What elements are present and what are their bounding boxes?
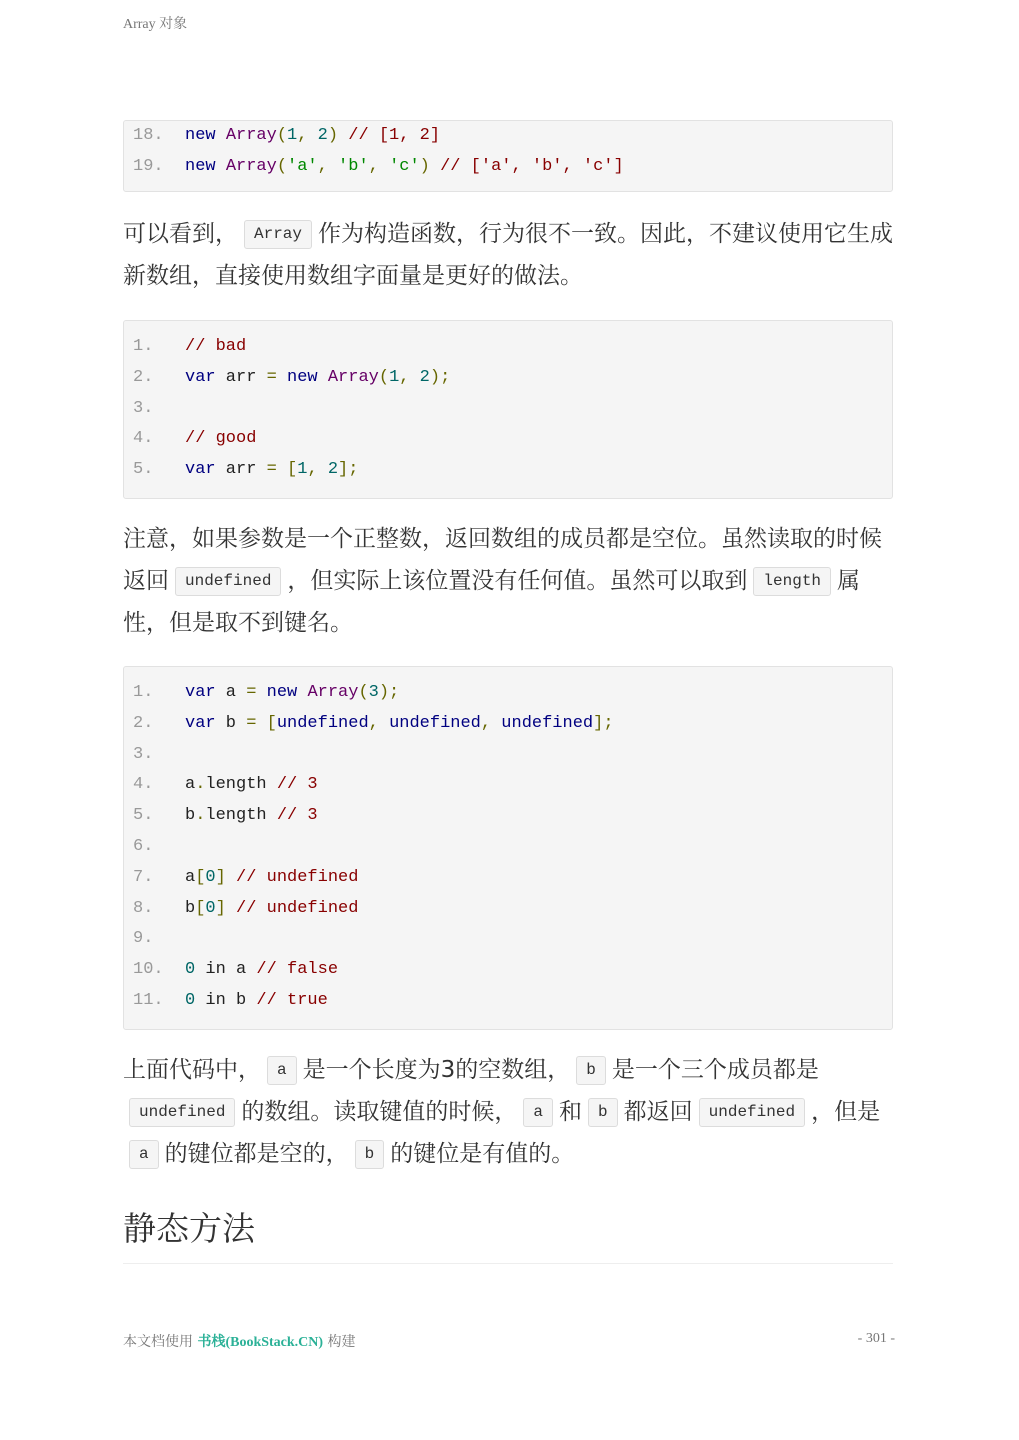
line-number: 10. [133, 960, 164, 980]
code-token: [ [266, 713, 277, 733]
line-number: 5. [133, 460, 154, 480]
text-segment: 属性，但是取不到键名。 [123, 568, 861, 636]
code-line [124, 424, 892, 455]
code-token: new [185, 156, 216, 176]
inline-code-b: b [576, 1056, 606, 1085]
page-number: - 301 - [857, 1331, 895, 1346]
code-token: ) [419, 156, 430, 176]
text-segment: 可以看到， [123, 221, 238, 247]
code-line [124, 121, 892, 152]
code-token: 3 [368, 683, 379, 702]
code-block-array-constructor [123, 120, 893, 192]
code-token [277, 460, 287, 479]
code-token: . [195, 775, 206, 795]
text-segment: 是一个长度为3的空数组， [302, 1057, 571, 1083]
code-line [124, 770, 892, 801]
code-text [185, 863, 358, 894]
code-token: . [195, 806, 206, 826]
code-text [185, 770, 318, 801]
inline-code-a: a [129, 1140, 159, 1169]
line-number: 18. [133, 126, 164, 145]
code-token: // undefined [236, 867, 359, 887]
line-number: 3. [133, 398, 154, 418]
code-text [185, 424, 256, 455]
line-number: 4. [133, 775, 154, 795]
code-token: , [297, 126, 318, 145]
code-token: // 3 [276, 775, 318, 795]
text-segment: 注意，如果参数是一个正整数，返回数组的成员都是空位。虽然读取的时候返回 [123, 526, 882, 594]
code-token: in b [195, 990, 257, 1010]
code-token: // ['a', 'b', 'c'] [440, 156, 624, 176]
line-number: 4. [133, 429, 154, 449]
code-token: // good [185, 429, 257, 449]
code-token [297, 683, 307, 702]
code-token [430, 157, 440, 176]
code-token: // [1, 2] [348, 126, 441, 145]
inline-code-undefined: undefined [699, 1098, 805, 1127]
code-token: ]; [338, 460, 359, 480]
text-segment: ，但是 [811, 1099, 881, 1125]
code-token: 1 [287, 126, 298, 145]
inline-code-a: a [267, 1056, 297, 1085]
code-token: ); [429, 367, 451, 387]
inline-code-a: a [523, 1098, 553, 1127]
code-token: 1 [389, 367, 400, 387]
code-token: undefined [501, 713, 594, 733]
code-text [185, 678, 399, 709]
code-line [124, 455, 892, 486]
code-token: var [185, 367, 216, 387]
code-token: b [185, 806, 196, 826]
code-token: ] [215, 867, 226, 887]
code-token: , [307, 460, 328, 480]
inline-code-b: b [355, 1140, 385, 1169]
text-segment: 都返回 [623, 1099, 693, 1125]
code-token: [ [195, 867, 206, 887]
code-line [124, 801, 892, 832]
line-number: 2. [133, 713, 154, 733]
code-text [185, 986, 328, 1017]
inline-code-undefined: undefined [175, 567, 281, 596]
code-token: [ [287, 460, 298, 480]
page-header-title: Array 对象 [123, 17, 188, 32]
text-segment: ，但实际上该位置没有任何值。虽然可以取到 [287, 568, 748, 594]
code-line [124, 709, 892, 740]
text-segment: 作为构造函数，行为很不一致。因此，不建议使用它生成新数组，直接使用数组字面量是更好的做法。 [123, 221, 894, 289]
code-text [185, 801, 318, 832]
inline-code-length: length [753, 567, 831, 596]
code-token: ); [378, 683, 400, 702]
code-token: = [246, 683, 257, 702]
code-text [185, 332, 246, 363]
code-token: var [185, 460, 216, 480]
line-number: 3. [133, 744, 154, 764]
code-token: var [185, 713, 216, 733]
code-block-bad-good [123, 320, 893, 499]
code-token [256, 683, 266, 702]
code-token: in a [195, 960, 257, 980]
code-token: var [185, 683, 216, 702]
code-text [185, 709, 614, 740]
code-token: 0 [185, 960, 196, 980]
code-token: b [185, 898, 196, 918]
code-token: ( [276, 156, 288, 176]
code-line [124, 152, 892, 183]
paragraph-empty-slots [123, 518, 903, 644]
code-token: 0 [205, 898, 216, 918]
line-number: 9. [133, 929, 154, 949]
line-number: 6. [133, 836, 154, 856]
code-token: , [317, 156, 339, 176]
text-segment: 是一个三个成员都是 [611, 1057, 819, 1083]
code-line [124, 955, 892, 986]
code-text [185, 363, 450, 394]
code-token [226, 899, 236, 918]
code-line [124, 740, 892, 771]
code-line [124, 832, 892, 863]
code-token [318, 368, 328, 387]
line-number: 8. [133, 898, 154, 918]
footer-credit [123, 1331, 356, 1351]
line-number: 5. [133, 806, 154, 826]
code-token: a [215, 683, 247, 702]
code-token: b [215, 713, 247, 733]
line-number: 1. [133, 683, 154, 702]
code-token: // undefined [236, 898, 359, 918]
code-token: 2 [317, 126, 328, 145]
inline-code-array: Array [244, 220, 312, 249]
text-segment: 的键位都是空的， [164, 1141, 349, 1167]
code-token: ] [215, 898, 226, 918]
code-text [185, 121, 440, 152]
inline-code-undefined: undefined [129, 1098, 235, 1127]
code-token: , [480, 713, 502, 733]
code-token: ]; [593, 713, 614, 733]
code-line [124, 394, 892, 425]
code-line [124, 863, 892, 894]
code-line [124, 894, 892, 925]
code-token [338, 126, 348, 145]
code-token [256, 714, 266, 733]
code-text [185, 894, 358, 925]
code-token: 2 [419, 367, 430, 387]
code-token: = [266, 367, 277, 387]
code-token: 1 [297, 460, 308, 480]
code-token [216, 126, 226, 145]
code-token: 0 [205, 867, 216, 887]
inline-code-b: b [588, 1098, 618, 1127]
code-token: Array [327, 367, 379, 387]
code-token: undefined [276, 713, 369, 733]
footer-prefix: 本文档使用 [123, 1334, 198, 1350]
code-token: undefined [389, 713, 481, 733]
line-number: 1. [133, 337, 154, 356]
code-token: , [368, 713, 390, 733]
code-token: new [287, 367, 318, 387]
code-token: 'b' [338, 156, 369, 176]
code-token [216, 157, 226, 176]
code-token: // false [256, 960, 339, 980]
code-token [226, 868, 236, 887]
code-token: ( [378, 367, 390, 387]
code-token: ( [358, 683, 369, 702]
code-token: a [185, 867, 196, 887]
code-token: a [185, 775, 196, 795]
text-segment: 的数组。读取键值的时候， [241, 1099, 518, 1125]
paragraph-code-explanation [123, 1049, 903, 1175]
code-token: = [266, 460, 277, 480]
code-token: 2 [327, 460, 339, 480]
section-heading-static-methods: 静态方法 [123, 1204, 893, 1264]
code-line [124, 332, 892, 363]
code-token: arr [215, 460, 267, 480]
code-token: // true [256, 990, 328, 1010]
code-token: Array [225, 156, 277, 176]
code-text [185, 955, 338, 986]
line-number: 19. [133, 156, 164, 176]
code-text [185, 455, 358, 486]
code-line [124, 678, 892, 709]
line-number: 11. [133, 990, 164, 1010]
paragraph-array-inconsistency [123, 213, 903, 297]
code-token [277, 368, 287, 387]
code-token: = [246, 713, 257, 733]
code-token: , [368, 156, 390, 176]
code-block-empty-vs-undefined [123, 666, 893, 1030]
line-number: 2. [133, 367, 154, 387]
code-token: , [399, 367, 420, 387]
code-token: Array [307, 683, 359, 702]
code-token: length [205, 806, 277, 826]
footer-brand-link[interactable]: 书栈(BookStack.CN) [197, 1335, 324, 1350]
footer-suffix: 构建 [323, 1334, 356, 1350]
code-text [185, 152, 624, 183]
code-token: // bad [185, 337, 247, 356]
code-line [124, 986, 892, 1017]
code-token: [ [195, 898, 206, 918]
code-token: 'a' [287, 156, 318, 176]
text-segment: 的键位是有值的。 [390, 1141, 575, 1167]
text-segment: 上面代码中， [123, 1057, 261, 1083]
code-token: new [266, 683, 298, 702]
code-token: ( [276, 126, 288, 145]
code-token: Array [225, 126, 277, 145]
code-token: ) [327, 126, 339, 145]
text-segment: 和 [559, 1099, 583, 1125]
code-token: 'c' [389, 156, 420, 176]
code-token: arr [215, 367, 267, 387]
code-token: length [205, 775, 277, 795]
code-token: // 3 [276, 806, 318, 826]
code-token: new [185, 126, 216, 145]
code-line [124, 363, 892, 394]
line-number: 7. [133, 867, 154, 887]
code-line [124, 924, 892, 955]
code-token: 0 [185, 990, 196, 1010]
